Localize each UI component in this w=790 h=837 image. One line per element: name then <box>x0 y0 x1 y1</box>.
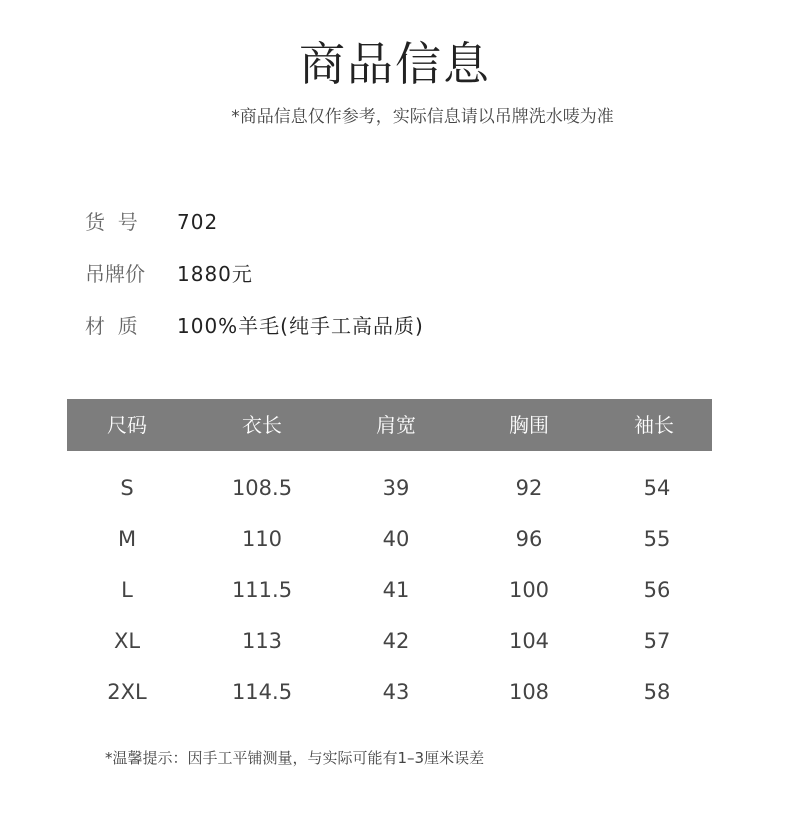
cell-chest: 100 <box>508 578 550 602</box>
cell-size: XL <box>113 629 141 653</box>
cell-size: L <box>121 578 133 602</box>
cell-sleeve: 54 <box>643 476 671 500</box>
cell-length: 108.5 <box>231 476 293 500</box>
header-size: 尺码 <box>107 413 147 437</box>
table-row <box>0 575 790 605</box>
cell-size: 2XL <box>107 680 147 704</box>
info-value-item-number: 702 <box>177 210 219 234</box>
table-row <box>0 677 790 707</box>
cell-chest: 108 <box>508 680 550 704</box>
info-label-item-number: 货 号 <box>85 210 138 234</box>
cell-shoulder: 42 <box>382 629 410 653</box>
header-chest: 胸围 <box>509 413 549 437</box>
cell-size: S <box>120 476 134 500</box>
page-subtitle: *商品信息仅作参考，实际信息请以吊牌洗水唛为准 <box>231 107 614 127</box>
header-sleeve: 袖长 <box>634 413 674 437</box>
cell-shoulder: 39 <box>382 476 410 500</box>
cell-sleeve: 56 <box>643 578 671 602</box>
info-value-material: 100%羊毛(纯手工高品质) <box>177 314 424 338</box>
table-row <box>0 626 790 656</box>
table-row <box>0 473 790 503</box>
cell-length: 113 <box>241 629 283 653</box>
cell-length: 111.5 <box>231 578 293 602</box>
cell-length: 110 <box>241 527 283 551</box>
cell-shoulder: 40 <box>382 527 410 551</box>
page-title: 商品信息 <box>299 37 491 91</box>
cell-sleeve: 58 <box>643 680 671 704</box>
table-row <box>0 524 790 554</box>
size-table-header <box>67 399 712 451</box>
cell-length: 114.5 <box>231 680 293 704</box>
header-length: 衣长 <box>242 413 282 437</box>
measurement-note: *温馨提示：因手工平铺测量，与实际可能有1–3厘米误差 <box>105 749 485 767</box>
info-label-material: 材 质 <box>85 314 138 338</box>
cell-shoulder: 43 <box>382 680 410 704</box>
info-label-tag-price: 吊牌价 <box>85 262 145 286</box>
cell-shoulder: 41 <box>382 578 410 602</box>
cell-chest: 104 <box>508 629 550 653</box>
cell-sleeve: 57 <box>643 629 671 653</box>
header-shoulder: 肩宽 <box>376 413 416 437</box>
cell-size: M <box>117 527 137 551</box>
cell-chest: 92 <box>515 476 543 500</box>
cell-sleeve: 55 <box>643 527 671 551</box>
cell-chest: 96 <box>515 527 543 551</box>
info-value-tag-price: 1880元 <box>177 262 253 286</box>
